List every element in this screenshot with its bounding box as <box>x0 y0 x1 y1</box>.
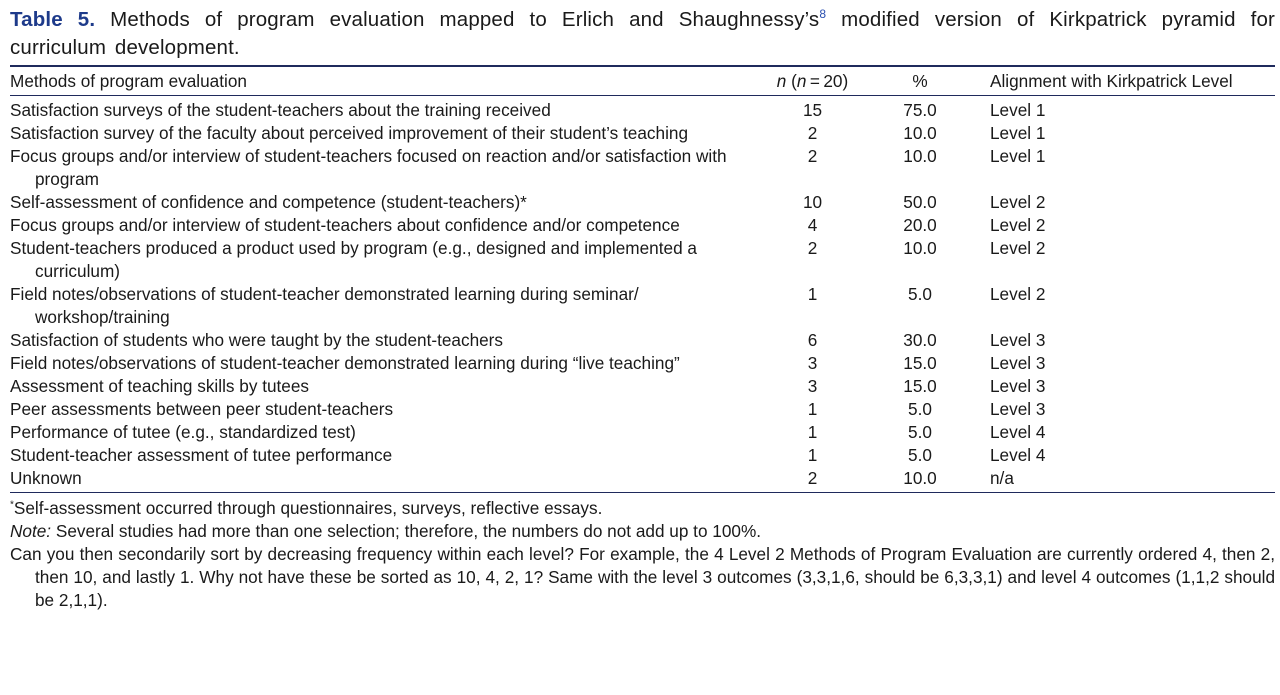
cell-percent: 5.0 <box>908 444 932 465</box>
cell-method: Focus groups and/or interview of student-teachers focused on reaction and/or satisfaction with program <box>10 145 727 189</box>
cell-n: 3 <box>807 352 818 373</box>
cell-level: Level 2 <box>990 214 1046 235</box>
cell-method: Student-teacher assessment of tutee performance <box>10 444 393 465</box>
cell-percent: 15.0 <box>903 352 937 373</box>
cell-n: 1 <box>807 283 818 304</box>
cell-level: Level 1 <box>990 122 1046 143</box>
cell-method: Field notes/observations of student-teacher demonstrated learning during seminar/ workshop/training <box>10 283 639 327</box>
cell-percent: 10.0 <box>903 122 937 143</box>
cell-level: Level 2 <box>990 191 1046 212</box>
cell-n: 3 <box>807 375 818 396</box>
table-row <box>10 283 1275 329</box>
cell-method: Peer assessments between peer student-teachers <box>10 398 394 419</box>
reviewer-comment: Can you then secondarily sort by decreasing frequency within each level? For example, the 4 Level 2 Methods of Program Evaluation are currently ordered 4, then 2, then 10, and lastly 1. Why not have these be sorted as 10, 4, 2, 1? Same with the level 3 outcomes (3,3,1,6, should be 6,3,3,1) and level 4 outcomes (1,1,2 should be 2,1,1). <box>10 544 1275 611</box>
cell-level: Level 3 <box>990 375 1046 396</box>
table-row <box>10 421 1275 444</box>
table-row <box>10 375 1275 398</box>
asterisk-text: Self-assessment occurred through questionnaires, surveys, reflective essays. <box>13 498 603 519</box>
asterisk-mark: * <box>10 499 14 511</box>
cell-method: Self-assessment of confidence and competence (student-teachers)* <box>10 191 527 212</box>
cell-n: 1 <box>807 398 818 419</box>
citation-ref[interactable]: 8 <box>819 7 827 22</box>
cell-level: Level 1 <box>990 145 1046 166</box>
cell-level: Level 3 <box>990 329 1046 350</box>
header-n-symbol: n <box>776 70 787 91</box>
cell-method: Student-teachers produced a product used by program (e.g., designed and implemented a curriculum) <box>10 237 697 281</box>
cell-n: 6 <box>807 329 818 350</box>
cell-n: 2 <box>807 145 818 166</box>
table-row <box>10 237 1275 283</box>
cell-percent: 50.0 <box>903 191 937 212</box>
cell-level: Level 4 <box>990 444 1046 465</box>
cell-level: Level 2 <box>990 283 1046 304</box>
table-row <box>10 329 1275 352</box>
header-n-symbol-2: n <box>796 70 807 91</box>
footnote-note <box>10 520 1275 543</box>
header-method: Methods of program evaluation <box>10 67 755 96</box>
cell-level: Level 3 <box>990 352 1046 373</box>
cell-n: 2 <box>807 122 818 143</box>
cell-percent: 10.0 <box>903 237 937 258</box>
table-row <box>10 352 1275 375</box>
note-text: Several studies had more than one selection; therefore, the numbers do not add up to 100%. <box>51 521 762 542</box>
cell-method: Satisfaction survey of the faculty about perceived improvement of their student’s teaching <box>10 122 689 143</box>
table-row <box>10 95 1275 122</box>
cell-method: Performance of tutee (e.g., standardized test) <box>10 421 356 442</box>
cell-percent: 10.0 <box>903 467 937 488</box>
table-row <box>10 145 1275 191</box>
cell-n: 2 <box>807 467 818 488</box>
cell-level: Level 1 <box>990 99 1046 120</box>
header-row <box>10 67 1275 96</box>
cell-n: 2 <box>807 237 818 258</box>
caption-text: Methods of program evaluation mapped to Erlich and Shaughnessy’s <box>95 8 820 31</box>
cell-n: 10 <box>802 191 823 212</box>
cell-percent: 5.0 <box>908 421 932 442</box>
footnote-asterisk <box>10 497 1275 520</box>
header-level: Alignment with Kirkpatrick Level <box>970 67 1275 96</box>
table-footnotes <box>10 497 1275 612</box>
table-row <box>10 467 1275 492</box>
cell-percent: 15.0 <box>903 375 937 396</box>
cell-percent: 10.0 <box>903 145 937 166</box>
cell-method: Satisfaction surveys of the student-teachers about the training received <box>10 99 551 120</box>
cell-percent: 30.0 <box>903 329 937 350</box>
cell-method: Unknown <box>10 467 82 488</box>
cell-n: 15 <box>802 99 823 120</box>
table-row <box>10 122 1275 145</box>
table-row <box>10 398 1275 421</box>
cell-level: n/a <box>990 467 1014 488</box>
cell-n: 1 <box>807 444 818 465</box>
cell-level: Level 4 <box>990 421 1046 442</box>
table-figure <box>10 6 1275 612</box>
cell-n: 1 <box>807 421 818 442</box>
cell-percent: 20.0 <box>903 214 937 235</box>
cell-method: Field notes/observations of student-teacher demonstrated learning during “live teaching” <box>10 352 680 373</box>
table-caption <box>10 6 1275 62</box>
cell-method: Assessment of teaching skills by tutees <box>10 375 310 396</box>
header-n-paren: ( <box>786 70 797 91</box>
table-label: Table 5. <box>10 8 96 31</box>
cell-method: Focus groups and/or interview of student-teachers about confidence and/or competence <box>10 214 680 235</box>
evaluation-methods-table <box>10 67 1275 492</box>
table-row <box>10 444 1275 467</box>
cell-percent: 5.0 <box>908 283 932 304</box>
caption-text-continued: modified version of Kirkpatrick pyramid for curriculum development. <box>10 8 1275 59</box>
bottom-rule <box>10 492 1275 494</box>
header-n <box>755 67 870 96</box>
header-n-total: = 20) <box>806 70 849 91</box>
table-row <box>10 191 1275 214</box>
note-label: Note: <box>10 521 52 542</box>
cell-n: 4 <box>807 214 818 235</box>
cell-level: Level 3 <box>990 398 1046 419</box>
cell-percent: 75.0 <box>903 99 937 120</box>
cell-level: Level 2 <box>990 237 1046 258</box>
cell-method: Satisfaction of students who were taught by the student-teachers <box>10 329 503 350</box>
table-row <box>10 214 1275 237</box>
cell-percent: 5.0 <box>908 398 932 419</box>
header-percent: % <box>870 67 970 96</box>
